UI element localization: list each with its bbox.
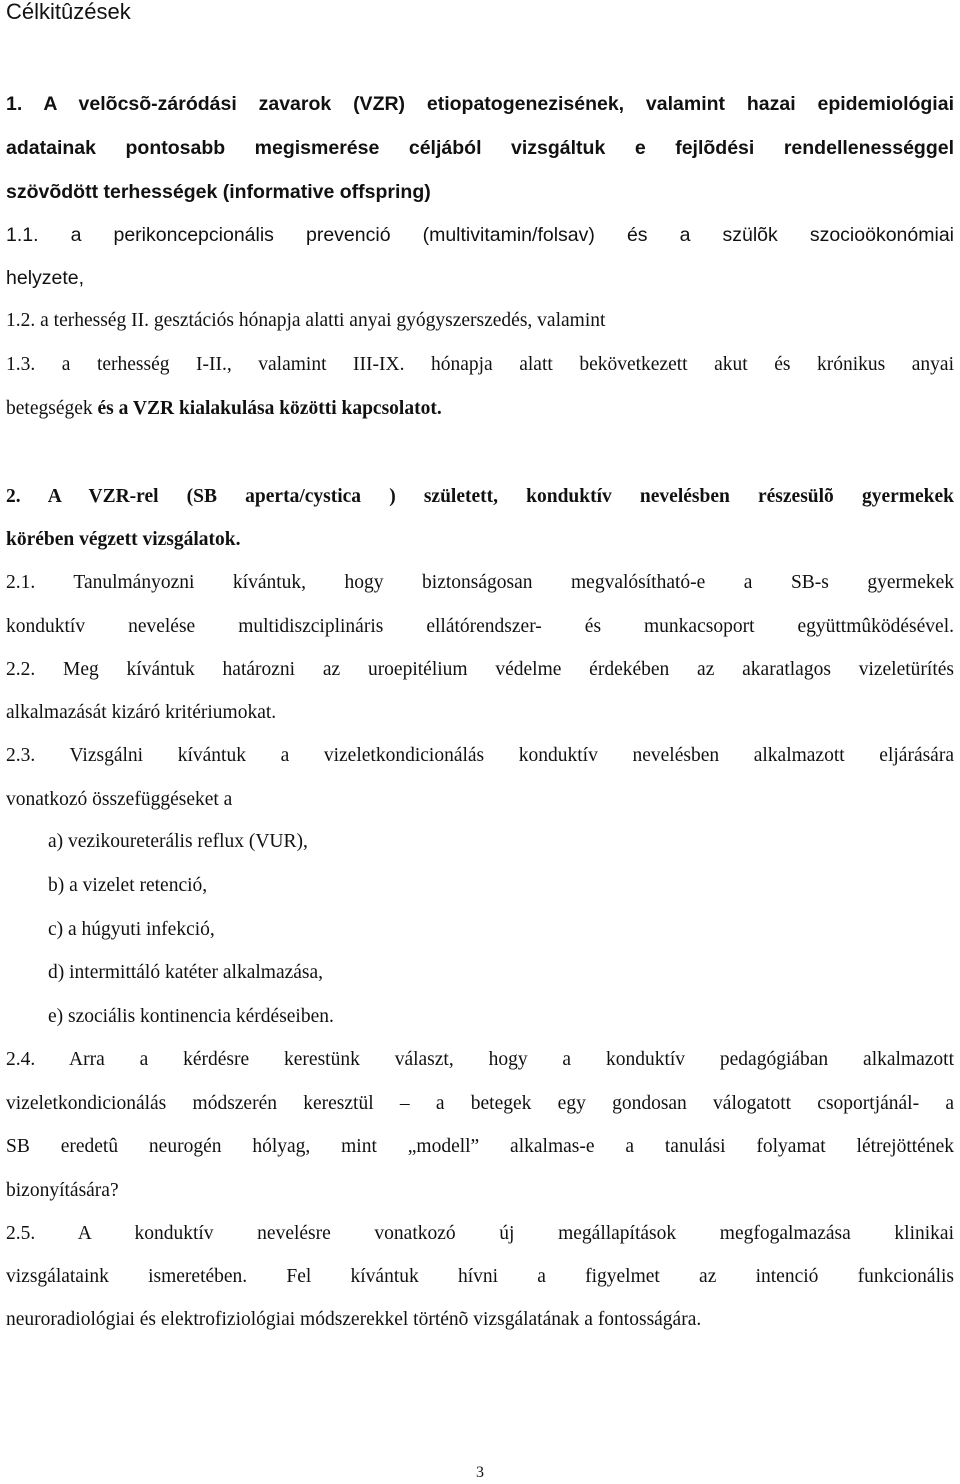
page-title: Célkitûzések [6, 0, 131, 24]
sub-item-d: d) intermittáló katéter alkalmazása, [48, 962, 324, 983]
item-2-4-line1: 2.4. Arra a kérdésre kerestünk választ, hogy a konduktív pedagógiában alkalmazott [6, 1049, 954, 1070]
section1-intro-line3: szövõdött terhességek (informative offspring) [6, 181, 431, 203]
item-2-5-line2: vizsgálataink ismeretében. Fel kívántuk hívni a figyelmet az intenció funkcionális [6, 1266, 954, 1287]
item-2-4-line2: vizeletkondicionálás módszerén keresztül – a betegek egy gondosan válogatott csoportjánál- a [6, 1093, 954, 1114]
item-1-1-line1: 1.1. a perikoncepcionális prevenció (multivitamin/folsav) és a szülõk szocioökonómiai [6, 224, 954, 246]
item-1-3-bold: és a VZR kialakulása közötti kapcsolatot. [97, 398, 442, 419]
item-2-1-line1: 2.1. Tanulmányozni kívántuk, hogy biztonságosan megvalósítható-e a SB-s gyermekek [6, 572, 954, 593]
sub-item-a: a) vezikoureterális reflux (VUR), [48, 831, 308, 852]
item-2-5-line1: 2.5. A konduktív nevelésre vonatkozó új megállapítások megfogalmazása klinikai [6, 1223, 954, 1244]
item-2-3-line1: 2.3. Vizsgálni kívántuk a vizeletkondicionálás konduktív nevelésben alkalmazott eljárására [6, 745, 954, 766]
item-2-4-line3: SB eredetû neurogén hólyag, mint „modell” alkalmas-e a tanulási folyamat létrejöttének [6, 1136, 954, 1157]
item-1-3-plain: betegségek [6, 398, 98, 419]
item-1-3-line2 [6, 397, 442, 421]
item-2-2-line2: alkalmazását kizáró kritériumokat. [6, 702, 277, 723]
item-1-2: 1.2. a terhesség II. gesztációs hónapja alatti anyai gyógyszerszedés, valamint [6, 310, 606, 331]
section1-intro-line1: 1. A velõcsõ-záródási zavarok (VZR) etiopatogenezisének, valamint hazai epidemiológiai [6, 93, 954, 115]
page-number: 3 [476, 1464, 484, 1481]
sub-item-c: c) a húgyuti infekció, [48, 919, 215, 940]
section1-intro-line2: adatainak pontosabb megismerése céljából vizsgáltuk e fejlõdési rendellenességgel [6, 137, 954, 159]
section2-heading-line2: körében végzett vizsgálatok. [6, 529, 241, 550]
sub-item-e: e) szociális kontinencia kérdéseiben. [48, 1006, 334, 1027]
sub-item-b: b) a vizelet retenció, [48, 875, 208, 896]
item-1-1-line2: helyzete, [6, 267, 85, 289]
item-2-4-line4: bizonyítására? [6, 1180, 119, 1201]
item-2-2-line1: 2.2. Meg kívántuk határozni az uroepitélium védelme érdekében az akaratlagos vizeletürítés [6, 659, 954, 680]
section2-heading-line1: 2. A VZR-rel (SB aperta/cystica ) született, konduktív nevelésben részesülõ gyermekek [6, 486, 954, 507]
item-1-3-line1: 1.3. a terhesség I-II., valamint III-IX. hónapja alatt bekövetkezett akut és krónikus anyai [6, 354, 954, 375]
item-2-3-line2: vonatkozó összefüggéseket a [6, 789, 233, 810]
item-2-1-line2: konduktív nevelése multidiszciplináris ellátórendszer- és munkacsoport együttmûködésével. [6, 616, 954, 637]
item-2-5-line3: neuroradiológiai és elektrofiziológiai módszerekkel történõ vizsgálatának a fontosságára. [6, 1309, 702, 1330]
